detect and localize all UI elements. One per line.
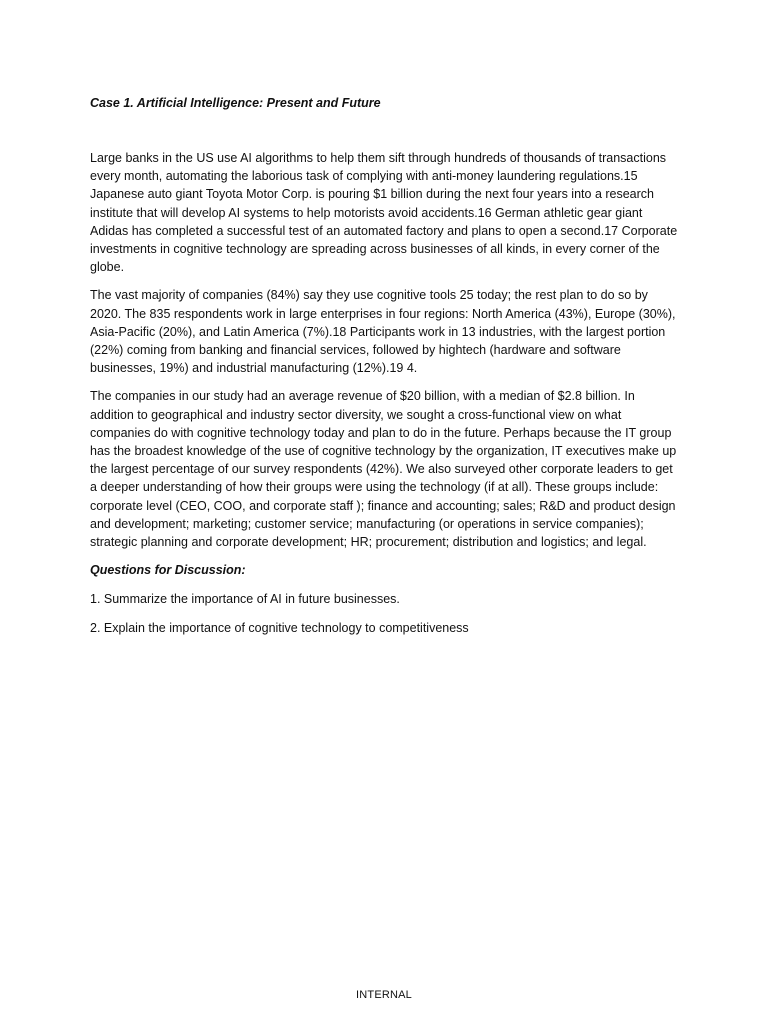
- document-body: [90, 94, 680, 648]
- questions-heading: Questions for Discussion:: [90, 563, 246, 578]
- paragraph-survey-respondents: The vast majority of companies (84%) say they use cognitive tools 25 today; the rest plan to do so by 2020. The 835 respondents work in large enterprises in four regions: North America (43%), Europe (30%), Asia-Pacific (20%), and Latin America (7%).18 Participants work in 13 industries, with the largest portion (22%) coming from banking and financial services, followed by hightech (hardware and software businesses, 19%) and industrial manufacturing (12%).19 4.: [90, 288, 676, 376]
- question-item-1: 1. Summarize the importance of AI in future businesses.: [90, 592, 400, 607]
- paragraph-companies-study: The companies in our study had an average revenue of $20 billion, with a median of $2.8 billion. In addition to geographical and industry sector diversity, we sought a cross-functional view on what companies do with cognitive technology today and plan to do in the future. Perhaps because the IT group has the broadest knowledge of the use of cognitive technology by the organization, IT executives make up the largest percentage of our survey respondents (42%). We also surveyed other corporate leaders to get a deeper understanding of how their groups were using the technology (if at all). These groups include: corporate level (CEO, COO, and corporate staff ); finance and accounting; sales; R&D and product design and development; marketing; customer service; manufacturing (or operations in service companies); strategic planning and corporate development; HR; procurement; distribution and logistics; and legal.: [90, 389, 677, 550]
- footer-classification-label: INTERNAL: [356, 989, 412, 1001]
- case-title: Case 1. Artificial Intelligence: Present and Future: [90, 96, 381, 110]
- question-item-2: 2. Explain the importance of cognitive technology to competitiveness: [90, 621, 469, 636]
- paragraph-ai-adoption: Large banks in the US use AI algorithms to help them sift through hundreds of thousands of transactions every month, automating the laborious task of complying with anti-money laundering regulations.15 Japanese auto giant Toyota Motor Corp. is pouring $1 billion during the next four years into a research institute that will develop AI systems to help motorists avoid accidents.16 German athletic gear giant Adidas has completed a successful test of an automated factory and plans to open a second.17 Corporate investments in cognitive technology are spreading across businesses of all kinds, in every corner of the globe.: [90, 151, 678, 275]
